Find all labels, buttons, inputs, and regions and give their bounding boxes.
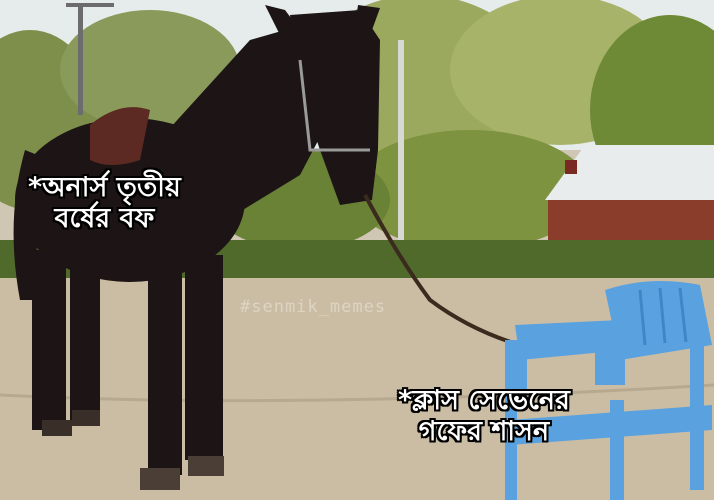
caption-horse-line-2: বর্ষের বফ: [54, 203, 155, 235]
caption-horse: [28, 172, 181, 234]
lamp-post: [78, 5, 83, 115]
caption-chair-line-2: গফের শাসন: [418, 416, 550, 448]
caption-horse-line-1: *অনার্স তৃতীয়: [28, 172, 181, 203]
caption-chair: [398, 385, 570, 447]
watermark: #senmik_memes: [240, 297, 387, 317]
pole: [398, 40, 404, 275]
caption-chair-line-1: *ক্লাস সেভেনের: [398, 385, 570, 416]
